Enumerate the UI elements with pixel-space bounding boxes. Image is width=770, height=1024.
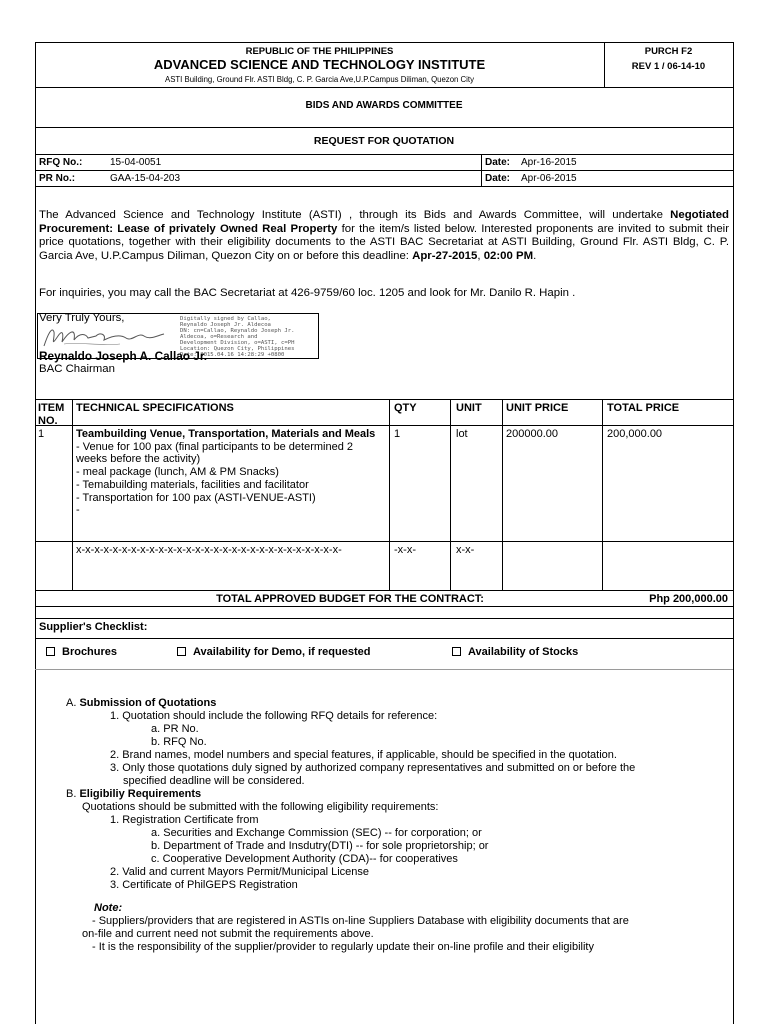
col-header-spec: TECHNICAL SPECIFICATIONS <box>76 402 234 414</box>
instruction-a3 <box>110 762 635 788</box>
instruction-a1: 1. Quotation should include the following RFQ details for reference: <box>110 710 438 722</box>
intro-paragraph <box>39 209 729 263</box>
deadline-date: Apr-27-2015 <box>412 249 478 262</box>
checklist-item-stocks[interactable] <box>452 646 578 659</box>
intro-text-2: for the item/s listed below. Interested proponents are invited to submit their price quotations, together with their eligibility documents to the ASTI BAC Secretariat at ASTI Building, Ground Flr. ASTI Bldg, C. P. Garcia Ave, U.P.Campus Diliman, Quezon City on or before this deadline: <box>39 222 729 262</box>
row-unit-price: 200000.00 <box>506 428 558 440</box>
pr-no-value: GAA-15-04-203 <box>110 173 181 184</box>
deadline-end: . <box>533 249 537 262</box>
section-a-title: Submission of Quotations <box>79 697 217 709</box>
checkbox-icon[interactable] <box>452 647 461 656</box>
col-header-total: TOTAL PRICE <box>607 402 680 414</box>
col-divider-price <box>602 399 603 590</box>
col-divider-spec <box>389 399 390 590</box>
form-code: PURCH F2 <box>644 46 693 57</box>
instruction-a1a: a. PR No. <box>151 723 199 735</box>
checklist-title: Supplier's Checklist: <box>39 621 148 633</box>
signatory-title: BAC Chairman <box>39 363 115 375</box>
rfq-no-label: RFQ No.: <box>39 157 83 168</box>
section-b-label: B. <box>66 788 77 800</box>
deadline-time: 02:00 PM <box>483 249 534 262</box>
row-total-price: 200,000.00 <box>607 428 663 440</box>
rfq-date-label: Date: <box>485 157 511 168</box>
row-item-no: 1 <box>38 428 45 440</box>
pr-date-value: Apr-06-2015 <box>521 173 577 184</box>
table-top-line <box>35 399 733 400</box>
rfq-no-value: 15-04-0051 <box>110 157 162 168</box>
row-spec-line: - Temabuilding materials, facilities and facilitator <box>76 478 309 491</box>
checklist-item-brochures[interactable] <box>46 646 117 659</box>
section-a-heading <box>66 697 216 710</box>
rfq-date-value: Apr-16-2015 <box>521 157 577 168</box>
title-bottom-line <box>35 154 733 155</box>
institute-address: ASTI Building, Ground Flr. ASTI Bldg, C. P. Garcia Ave,U.P.Campus Diliman, Quezon City <box>165 75 474 84</box>
instruction-b2: 2. Valid and current Mayors Permit/Municipal License <box>110 866 370 878</box>
abc-value: Php 200,000.00 <box>649 593 728 605</box>
filler-qty: -x-x- <box>394 544 416 556</box>
col-header-unit-price: UNIT PRICE <box>506 402 569 414</box>
deadline-separator: , <box>477 249 484 262</box>
instruction-b1: 1. Registration Certificate from <box>110 814 259 826</box>
signatory-name: Reynaldo Joseph A. Callao Jr. <box>39 349 208 363</box>
institute-name: ADVANCED SCIENCE AND TECHNOLOGY INSTITUTE <box>153 57 486 72</box>
row-spec-line: - Venue for 100 pax (final participants to be determined 2 weeks before the activity) <box>76 440 354 466</box>
republic-label: REPUBLIC OF THE PHILIPPINES <box>245 46 394 57</box>
table-row-bottom-line <box>35 541 733 542</box>
col-header-qty: QTY <box>394 402 417 414</box>
row-specification <box>76 428 386 517</box>
table-filler-bottom-line <box>35 590 733 591</box>
checklist-item-demo[interactable] <box>177 646 370 659</box>
section-b-heading <box>66 788 201 801</box>
refs-divider <box>481 154 482 186</box>
digital-signature-stamp: Digitally signed by Callao, Reynaldo Joseph Jr. Aldecoa DN: cn=Callao, Reynaldo Joseph Jr. Aldecoa, o=Research and Development Division, o=ASTI, c=PH Location: Quezon City, Philippines Date: 2015.04.16 14:28:29 +0800 <box>180 316 295 358</box>
section-a-label: A. <box>66 697 77 709</box>
row-spec-line: - Transportation for 100 pax (ASTI-VENUE-ASTI) <box>76 491 316 504</box>
checkbox-icon[interactable] <box>177 647 186 656</box>
checklist-label: Availability of Stocks <box>468 646 579 658</box>
col-divider-qty <box>450 399 451 590</box>
instruction-b1b: b. Department of Trade and Insdutry(DTI) -- for sole proprietorship; or <box>151 840 489 852</box>
filler-spec: x-x-x-x-x-x-x-x-x-x-x-x-x-x-x-x-x-x-x-x-x-x-x-x-x-x-x-x-x- <box>76 544 342 556</box>
table-header-bottom-line <box>35 425 733 426</box>
checklist-label: Availability for Demo, if requested <box>193 646 371 658</box>
col-header-item: ITEM NO. <box>38 402 65 427</box>
row-spec-line: - meal package (lunch, AM & PM Snacks) <box>76 466 279 479</box>
row-spec-line: - <box>76 504 80 517</box>
col-divider-unit <box>502 399 503 590</box>
note-1 <box>82 915 629 941</box>
note-2: - It is the responsibility of the supplier/provider to regularly update their on-line profile and their eligibility <box>92 941 594 953</box>
checklist-top-line <box>35 618 733 619</box>
instruction-a3-line2: specified deadline will be considered. <box>123 774 305 787</box>
section-b-title: Eligibiliy Requirements <box>79 788 202 800</box>
inquiry-line: For inquiries, you may call the BAC Secretariat at 426-9759/60 loc. 1205 and look for Mr. Danilo R. Hapin . <box>39 287 576 299</box>
instruction-a1b: b. RFQ No. <box>151 736 207 748</box>
filler-unit: x-x- <box>456 544 475 556</box>
checklist-separator <box>35 638 733 639</box>
instruction-b3: 3. Certificate of PhilGEPS Registration <box>110 879 298 891</box>
committee-title: BIDS AND AWARDS COMMITTEE <box>305 100 463 111</box>
instruction-b1a: a. Securities and Exchange Commission (SEC) -- for corporation; or <box>151 827 482 839</box>
row-spec-title: Teambuilding Venue, Transportation, Materials and Meals <box>76 428 376 440</box>
refs-bottom-line <box>35 186 733 187</box>
document-title: REQUEST FOR QUOTATION <box>313 135 455 147</box>
checklist-bottom-line <box>35 669 733 670</box>
row-unit: lot <box>456 428 468 440</box>
intro-text-1: The Advanced Science and Technology Institute (ASTI) , through its Bids and Awards Committee, will undertake <box>39 209 663 221</box>
col-divider-item <box>72 399 73 590</box>
note-1-line2: on-file and current need not submit the requirements above. <box>82 927 374 940</box>
note-title: Note: <box>94 902 123 914</box>
checklist-label: Brochures <box>62 646 118 658</box>
frame-left <box>35 42 36 1024</box>
form-revision: REV 1 / 06-14-10 <box>631 61 706 72</box>
closing-salutation: Very Truly Yours, <box>39 312 125 324</box>
col-header-unit: UNIT <box>456 402 482 414</box>
frame-right <box>733 42 734 1024</box>
frame-top <box>35 42 733 43</box>
checkbox-icon[interactable] <box>46 647 55 656</box>
pr-date-label: Date: <box>485 173 511 184</box>
refs-mid-line <box>35 170 733 171</box>
procurement-mode: Negotiated Procurement: Lease of privately Owned Real Property <box>39 209 729 235</box>
instruction-a3-line1: 3. Only those quotations duly signed by authorized company representatives and submitted on or before the <box>110 762 636 774</box>
instruction-a2: 2. Brand names, model numbers and special features, if applicable, should be specified in the quotation. <box>110 749 617 761</box>
abc-bottom-line <box>35 606 733 607</box>
instruction-b-intro: Quotations should be submitted with the following eligibility requirements: <box>82 801 439 813</box>
note-1-line1: - Suppliers/providers that are registered in ASTIs on-line Suppliers Database with eligibility documents that are <box>92 915 629 927</box>
instruction-b1c: c. Cooperative Development Authority (CDA)-- for cooperatives <box>151 853 458 865</box>
row-qty: 1 <box>394 428 401 440</box>
committee-bottom-line <box>35 127 733 128</box>
header-bottom-line <box>35 87 733 88</box>
abc-label: TOTAL APPROVED BUDGET FOR THE CONTRACT: <box>216 593 484 605</box>
pr-no-label: PR No.: <box>39 173 76 184</box>
